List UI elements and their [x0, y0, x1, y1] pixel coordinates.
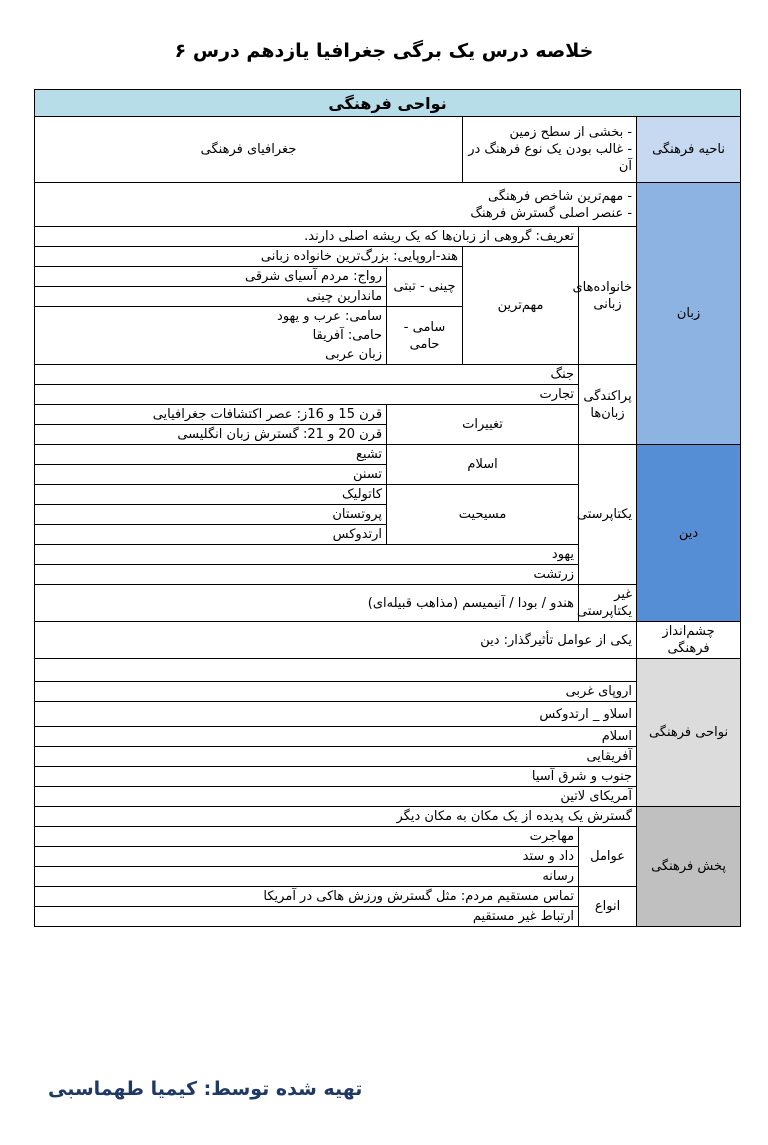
christian-catholic: کاتولیک: [35, 485, 387, 505]
type-indirect: ارتباط غیر مستقیم: [35, 907, 579, 927]
non-monotheism-list: هندو / بودا / آنیمیسم (مذاهب قبیله‌ای): [35, 585, 579, 622]
category-cultural-landscape: چشم‌انداز فرهنگی: [637, 622, 741, 659]
category-cultural-region: ناحیه فرهنگی: [637, 117, 741, 183]
indo-european: هند-اروپایی: بزرگ‌ترین خانواده زبانی: [35, 247, 463, 267]
region-africa: آفریقایی: [35, 747, 637, 767]
religion-islam: اسلام: [387, 445, 579, 485]
sino-tibetan: چینی - تبتی: [387, 267, 463, 307]
category-religion: دین: [637, 445, 741, 622]
region-geography: جغرافیای فرهنگی: [35, 117, 463, 183]
islam-shia: تشیع: [35, 445, 387, 465]
islam-sunni: تسنن: [35, 465, 387, 485]
religion-judaism: یهود: [35, 545, 579, 565]
sino-mandarin: ماندارین چینی: [35, 287, 387, 307]
semitic-hamitic: سامی - حامی: [387, 307, 463, 365]
category-cultural-diffusion: پخش فرهنگی: [637, 807, 741, 927]
region-definition: [463, 117, 637, 183]
language-index: [35, 183, 637, 227]
dispersion-trade: تجارت: [35, 385, 579, 405]
diffusion-types: انواع: [579, 887, 637, 927]
author-credit: تهیه شده توسط: کیمیا طهماسبی: [48, 1078, 363, 1100]
arabic-language: زبان عربی: [35, 345, 387, 365]
religion-christianity: مسیحیت: [387, 485, 579, 545]
factor-media: رسانه: [35, 867, 579, 887]
type-direct-contact: تماس مستقیم مردم: مثل گسترش ورزش هاکی در آمریکا: [35, 887, 579, 907]
diffusion-definition: گسترش یک پدیده از یک مکان به مکان دیگر: [35, 807, 637, 827]
semitic-arab-jew: سامی: عرب و یهود: [35, 307, 387, 327]
change-english: قرن 20 و 21: گسترش زبان انگلیسی: [35, 425, 387, 445]
language-family-definition: تعریف: گروهی از زبان‌ها که یک ریشه اصلی دارند.: [35, 227, 579, 247]
religion-zoroastrian: زرتشت: [35, 565, 579, 585]
region-def-2: - غالب بودن یک نوع فرهنگ در آن: [468, 142, 633, 174]
region-south-east-asia: جنوب و شرق آسیا: [35, 767, 637, 787]
language-dispersion: پراکندگی زبان‌ها: [579, 365, 637, 445]
change-discoveries: قرن 15 و 16ز: عصر اکتشافات جغرافیایی: [35, 405, 387, 425]
regions-empty-row: [35, 659, 637, 682]
factor-migration: مهاجرت: [35, 827, 579, 847]
language-index-2: - عنصر اصلی گسترش فرهنگ: [470, 205, 633, 221]
factor-trade: داد و ستد: [35, 847, 579, 867]
summary-table: [34, 89, 741, 927]
religion-non-monotheism: غیر یکتاپرستی: [579, 585, 637, 622]
religion-monotheism: یکتاپرستی: [579, 445, 637, 585]
language-index-1: - مهم‌ترین شاخص فرهنگی: [488, 188, 633, 204]
region-islam: اسلام: [35, 727, 637, 747]
region-slav-orthodox: اسلاو _ ارتدوکس: [35, 702, 637, 727]
region-western-europe: اروپای غربی: [35, 682, 637, 702]
category-language: زبان: [637, 183, 741, 445]
landscape-text: یکی از عوامل تأثیرگذار: دین: [35, 622, 637, 659]
language-most-important: مهم‌ترین: [463, 247, 579, 365]
page-title: خلاصه درس یک برگی جغرافیا یازدهم درس ۶: [174, 40, 594, 62]
region-latin-america: آمریکای لاتین: [35, 787, 637, 807]
table-banner: نواحی فرهنگی: [35, 90, 741, 117]
diffusion-factors: عوامل: [579, 827, 637, 887]
christian-orthodox: ارتدوکس: [35, 525, 387, 545]
christian-protestant: پروتستان: [35, 505, 387, 525]
language-families: خانواده‌های زبانی: [579, 227, 637, 365]
sino-spread: رواج: مردم آسیای شرقی: [35, 267, 387, 287]
dispersion-changes: تغییرات: [387, 405, 579, 445]
region-def-1: - بخشی از سطح زمین: [509, 125, 633, 140]
dispersion-war: جنگ: [35, 365, 579, 385]
category-cultural-regions: نواحی فرهنگی: [637, 659, 741, 807]
hamitic-africa: حامی: آفریقا: [35, 326, 387, 345]
